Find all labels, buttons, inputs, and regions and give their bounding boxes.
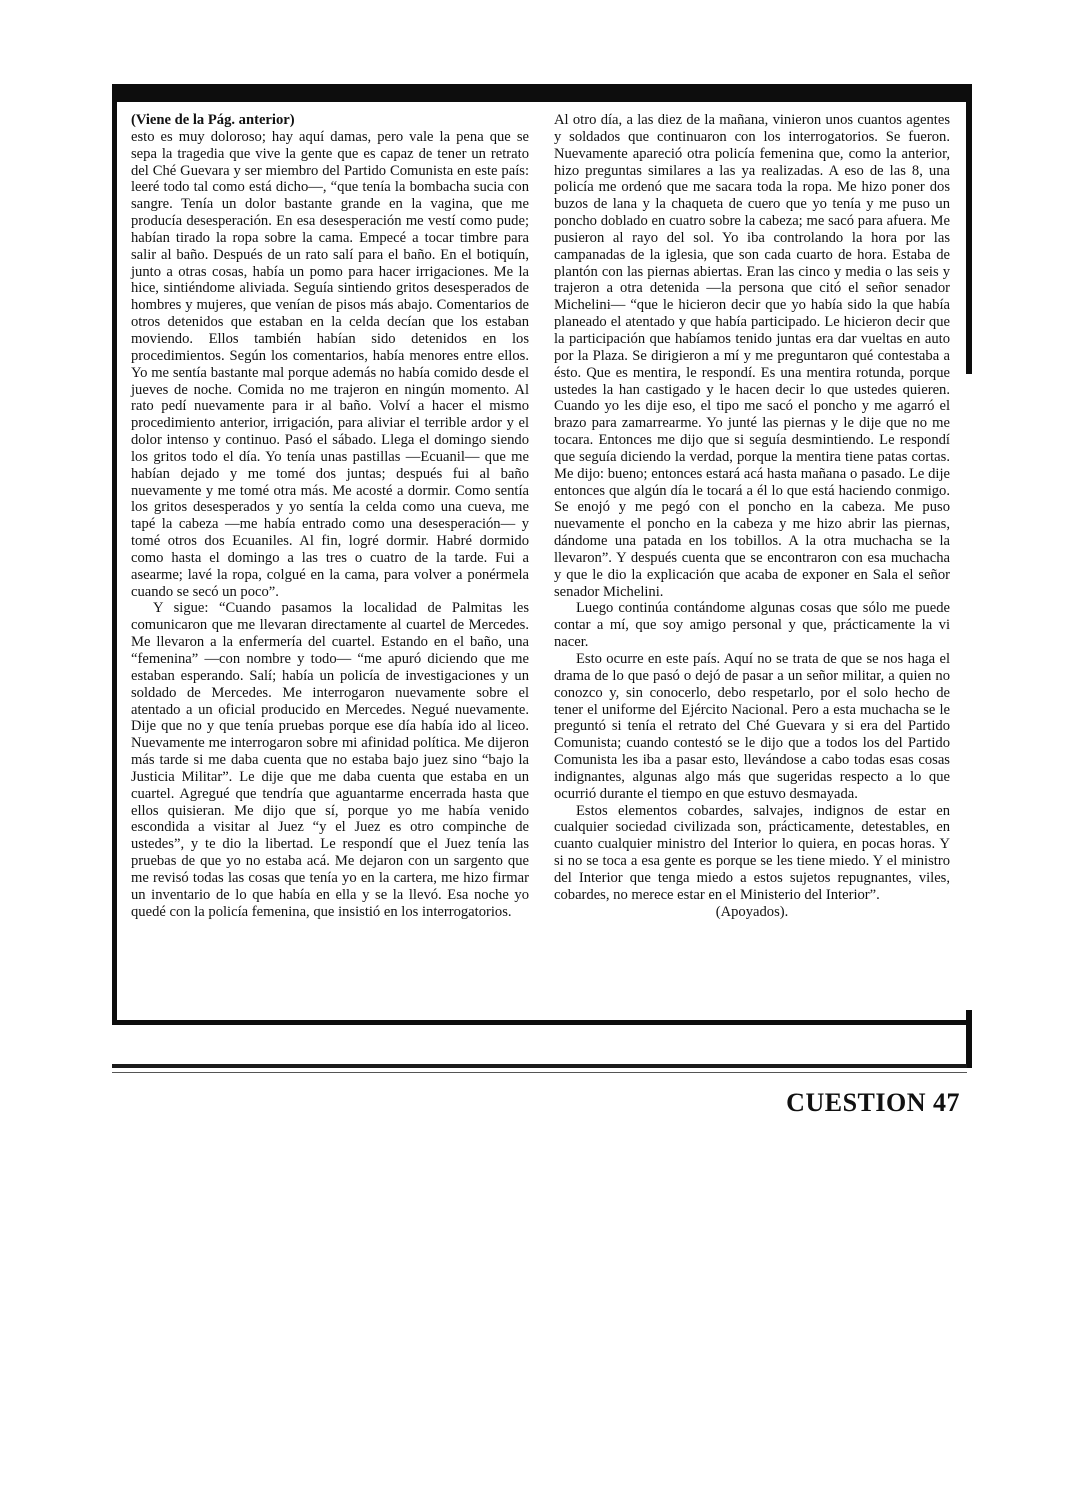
paragraph: Esto ocurre en este país. Aquí no se trata de que se nos haga el drama de lo que pasó o dejó de pasar a un señor militar, a quien no conozco y, sin conocerlo, debo respetarlo, por el solo hecho de tener el uniforme del Ejército Nacional. Pero a esta muchacha se le preguntó si tenía el retrato del Ché Guevara y si era del Partido Comunista; cuando contestó se le dijo que a todos los del Partido Comunista les iba a pasar esto, llevándose a cabo todas esas cosas indignantes, algunas algo más que sugeridas respecto a lo que ocurrió durante el tiempo en que estuvo desmayada. bbox=[554, 651, 950, 802]
frame-left-border bbox=[112, 84, 117, 1022]
paragraph: esto es muy doloroso; hay aquí damas, pero vale la pena que se sepa la tragedia que vive la gente que es capaz de tener un retrato del Ché Guevara y ser miembro del Partido Comunista en este país: leeré todo tal como está dicho—, “que tenía la bombacha sucia con sangre. Tenía un dolor bastante grande en la vagina, que me producía desesperación. En esa desesperación me vestí como pude; habían tirado la ropa sobre la cama. Empecé a tocar timbre para salir al baño. Después de un rato salí para el baño. En el botiquín, junto a otras cosas, había un pomo para hacer irrigaciones. Me la hice, sintiéndome aliviada. Seguía sintiendo gritos desesperados de hombres y mujeres, que venían de pisos más abajo. Comentarios de otros detenidos que estaban en la celda decían que los estaban moviendo. Ellos también habían sido detenidos en los procedimientos. Según los comentarios, había menores entre ellos. Yo me sentía bastante mal porque además no había comido desde el jueves de noche. Comida no me trajeron en ningún momento. Al rato pedí nuevamente para ir al baño. Volví a hacer el mismo procedimiento anterior, irrigación, para aliviar el terrible ardor y el dolor intenso y continuo. Pasó el sábado. Llega el domingo siendo los gritos todo el día. Yo tenía unas pastillas —Ecuanil— que me habían dejado y me tomé dos juntas; después fui al baño nuevamente y me tomé otra más. Me acosté a dormir. Como sentía los gritos desesperados y yo sentía la celda como una cueva, me tapé la cabeza —me había entrado como una desesperación— y tomé otros dos Ecuaniles. Al fin, logré dormir. Habré dormido como hasta el domingo a las tres o cuatro de la tarde. Fui a asearme; lavé la ropa, colgué en la cama, para volver a ponérmela cuando se secó un poco”. bbox=[131, 128, 529, 600]
footer-rule bbox=[112, 1064, 967, 1068]
paragraph: Al otro día, a las diez de la mañana, vinieron unos cuantos agentes y soldados que continuaron con los interrogatorios. Se fueron. Nuevamente apareció otra policía femenina que, como la anterior, hizo preguntas similares a las ya realizadas. A eso de las 8, una policía me ordenó que me sacara toda la ropa. Me hizo poner dos buzos de lana y la chaqueta de cuero que yo tenía y me puso un poncho doblado en cuatro sobre la cabeza; me sacó para afuera. Me pusieron al rayo del sol. Yo iba controlando la hora por las campanadas de la iglesia, que son cada cuarto de hora. Estaba de plantón con las piernas abiertas. Eran las cinco y media o las seis y trajeron a otra detenida —la persona que citó el señor senador Michelini— “que le hicieron decir que yo había sido la que había planeado el atentado y que había participado. Le hicieron decir que la participación que habíamos tenido juntas era dar vueltas en auto por la Plaza. Se dirigieron a mí y me preguntaron qué contestaba a ésto. Que es mentira, le respondí. Es una mentira rotunda, porque ustedes la han castigado y le hacen decir lo que ustedes quieren. Cuando yo les dije eso, el tipo me sacó el poncho y me agarró el brazo para zamarrearme. Yo junté las piernas y le dije que no me tocara. Entonces me dijo que si seguía desmintiendo. Le respondí que seguía diciendo la verdad, porque la mentira tiene patas cortas. Me dijo: bueno; entonces estará acá hasta mañana o pasado. Le dije entonces que algún día le tocará a él lo que está haciendo conmigo. Se enojó y me pegó con el poncho en la cabeza. Me puso nuevamente el poncho en la cabeza y me hizo abrir las piernas, dándome una patada en los tobillos. A la otra muchacha se la llevaron”. Y después cuenta que se encontraron con esa muchacha y que le dio la explicación que acaba de exponer en Sala el señor senador Michelini. bbox=[554, 112, 950, 600]
continued-from-kicker: (Viene de la Pág. anterior) bbox=[131, 112, 295, 128]
page-footer-label: CUESTION 47 bbox=[786, 1088, 960, 1117]
closing-note: (Apoyados). bbox=[715, 903, 789, 920]
frame-top-border bbox=[112, 84, 972, 102]
footer-rule-thin bbox=[112, 1072, 967, 1073]
paragraph: Y sigue: “Cuando pasamos la localidad de Palmitas les comunicaron que me llevaran directamente al cuartel de Mercedes. Me llevaron a la enfermería del cuartel. Estando en el baño, una “femenina” —con nombre y todo— “me apuró diciendo que me estaban esperando. Salí; había un policía de investigaciones y un soldado de Mercedes. Me interrogaron nuevamente sobre el atentado a un oficial producido en Mercedes. Negué nuevamente. Dije que no y que tenía pruebas porque ese día había ido al liceo. Nuevamente me interrogaron sobre mi afinidad política. Me dijeron más tarde si me daba cuenta que no estaba bajo juez sino “bajo la Justicia Militar”. Le dije que me daba cuenta que estaba en un cuartel. Agregué que tendría que aguantarme encerrada hasta que ellos quisieran. Me dijo que sí, porque yo me había venido escondida a visitar al Juez “y el Juez es otro compinche de ustedes”, y te dio la libertad. Le respondí que el Juez tenía las pruebas de que yo no estaba acá. Me dejaron con un sargento que me revisó todas las cosas que tenía yo en la cartera, me hizo firmar un inventario de lo que había en ella y se la llevó. Esa noche yo quedé con la policía femenina, que insistió en los interrogatorios. bbox=[131, 600, 529, 920]
frame-right-border-lower bbox=[966, 1010, 972, 1068]
article-right-column bbox=[554, 112, 950, 921]
article-left-column bbox=[131, 112, 529, 921]
frame-bottom-border bbox=[112, 1020, 972, 1025]
paragraph: Estos elementos cobardes, salvajes, indignos de estar en cualquier sociedad civilizada son, prácticamente, detestables, en cuanto cualquier ministro del Interior lo quiera, en pocas horas. Y si no se toca a esa gente es porque se les tiene miedo. Y el ministro del Interior que tenga miedo a estos sujetos repugnantes, viles, cobardes, no merece estar en el Ministerio del Interior”. bbox=[554, 802, 950, 903]
paragraph: Luego continúa contándome algunas cosas que sólo me puede contar a mí, que soy amigo personal y que, prácticamente la vi nacer. bbox=[554, 600, 950, 651]
frame-right-border bbox=[966, 84, 972, 374]
